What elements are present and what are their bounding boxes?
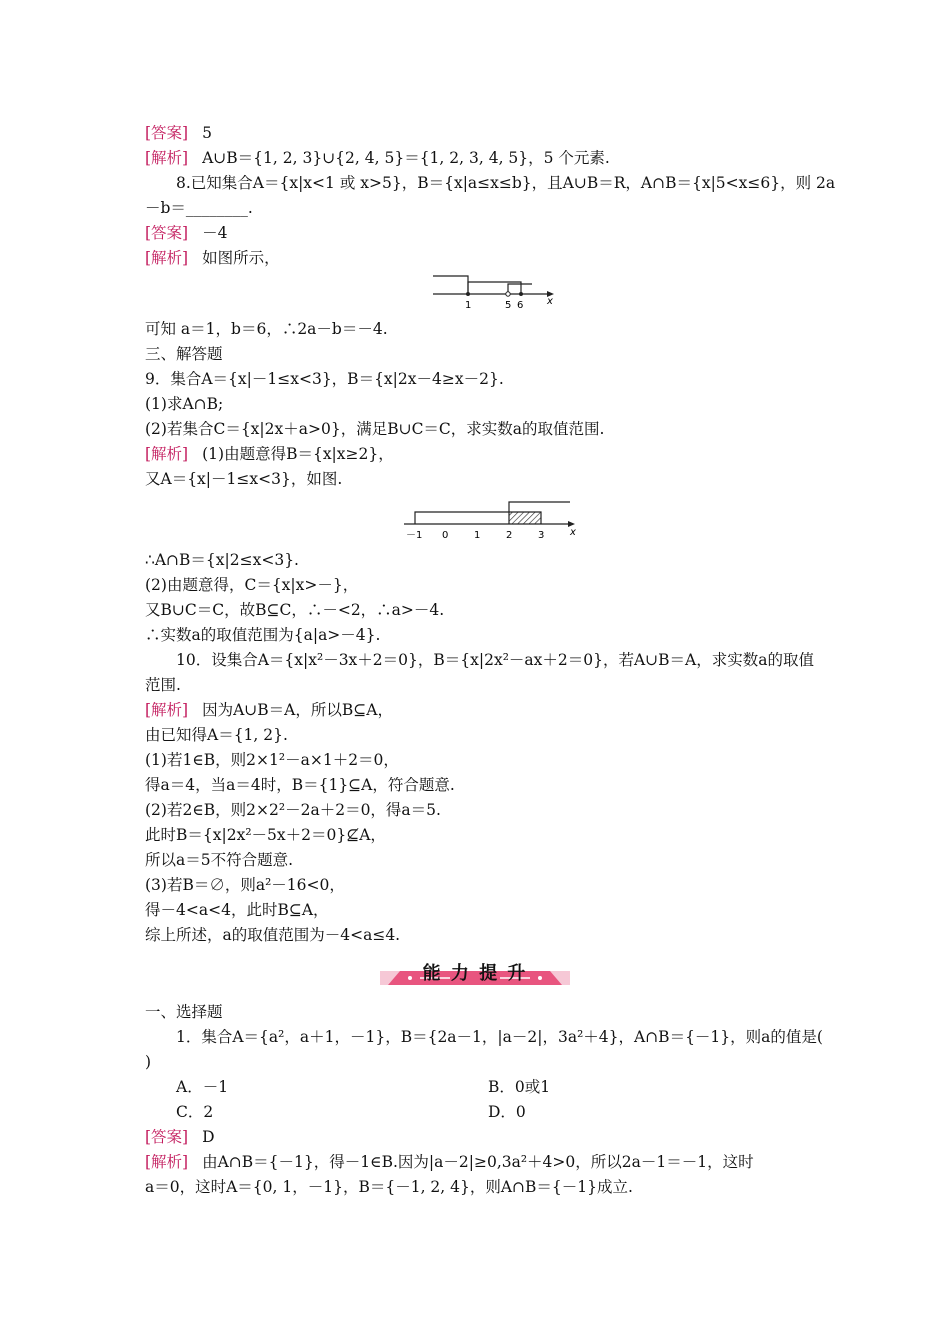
option-c: C．2 [176, 1103, 214, 1121]
paragraph: 此时B＝{x|2x²－5x＋2＝0}⊈A， [145, 826, 386, 844]
analysis-text: (1)由题意得B＝{x|x≥2}， [202, 445, 394, 463]
analysis-line [145, 246, 280, 270]
analysis-line [145, 1150, 754, 1174]
answer-tag: [答案] [145, 124, 189, 142]
answer-tag: [答案] [145, 1128, 189, 1146]
analysis-tag: [解析] [145, 1153, 189, 1171]
paragraph: (3)若B＝∅，则a²－16<0， [145, 876, 345, 894]
analysis-tag: [解析] [145, 149, 189, 167]
paragraph: ∴A∩B＝{x|2≤x<3}. [145, 551, 299, 569]
banner-title: 能 力 提 升 [422, 963, 528, 984]
analysis-tag: [解析] [145, 701, 189, 719]
option-a: A．－1 [176, 1078, 229, 1096]
answer-text: 5 [202, 124, 212, 142]
question-9-text: 9．集合A＝{x|－1≤x<3}，B＝{x|2x－4≥x－2}. [145, 370, 504, 388]
paragraph: 所以a＝5不符合题意. [145, 851, 294, 869]
question-8-continuation: －b＝________. [145, 199, 253, 217]
tick-label: 3 [538, 530, 545, 541]
question-8-text: 8.已知集合A＝{x|x<1 或 x>5}，B＝{x|a≤x≤b}，且A∪B＝R，A∩B＝{x|5<x≤6}，则 2a [176, 174, 836, 192]
intersection-shading [509, 512, 541, 524]
tick-label: 5 [505, 300, 512, 311]
paragraph: 由已知得A＝{1, 2}. [145, 726, 288, 744]
paragraph: (2)由题意得，C＝{x|x>－}， [145, 576, 359, 594]
paragraph: (1)求A∩B; [145, 395, 224, 413]
answer-line [145, 1125, 215, 1149]
analysis-line [145, 146, 610, 170]
analysis-text: 如图所示， [202, 249, 280, 267]
option-d: D．0 [488, 1103, 526, 1121]
section-heading: 三、解答题 [145, 345, 223, 363]
set-a-bracket [433, 276, 468, 294]
paragraph: 得－4<a<4，此时B⊆A， [145, 901, 329, 919]
tick-label: 6 [517, 300, 524, 311]
analysis-text: A∪B＝{1, 2, 3}∪{2, 4, 5}＝{1, 2, 3, 4, 5}，5 个元素. [202, 149, 610, 167]
tick-label: 1 [474, 530, 481, 541]
number-line-figure-1 [425, 270, 560, 312]
axis-label: x [547, 296, 553, 307]
axis-label: x [570, 527, 576, 538]
analysis-line [145, 698, 393, 722]
answer-tag: [答案] [145, 224, 189, 242]
point-marker [519, 292, 523, 296]
analysis-line [145, 442, 394, 466]
section-heading: 一、选择题 [145, 1003, 223, 1021]
paragraph: ∴实数a的取值范围为{a|a>－4}. [145, 626, 381, 644]
question-1-text: 1．集合A＝{a²，a＋1，－1}，B＝{2a－1，|a－2|，3a²＋4}，A∩B＝{－1}，则a的值是( [176, 1028, 823, 1046]
paragraph: 又B∪C＝C，故B⊆C，∴－<2，∴a>－4. [145, 601, 445, 619]
section-banner [380, 958, 570, 988]
answer-line [145, 121, 212, 145]
analysis-tag: [解析] [145, 445, 189, 463]
question-10-text: 10．设集合A＝{x|x²－3x＋2＝0}，B＝{x|2x²－ax＋2＝0}，若A∪B＝A，求实数a的取值 [176, 651, 814, 669]
option-b: B．0或1 [488, 1078, 551, 1096]
analysis-text: 因为A∪B＝A，所以B⊆A， [202, 701, 393, 719]
answer-text: D [202, 1128, 215, 1146]
paragraph: (2)若集合C＝{x|2x＋a>0}，满足B∪C＝C，求实数a的取值范围. [145, 420, 605, 438]
tick-label: 0 [442, 530, 449, 541]
question-10-continuation: 范围. [145, 676, 181, 694]
answer-text: －4 [202, 224, 228, 242]
question-1-continuation: ) [145, 1053, 152, 1071]
tick-label: －1 [406, 530, 423, 541]
point-marker [466, 292, 470, 296]
analysis-tag: [解析] [145, 249, 189, 267]
analysis-text: 由A∩B＝{－1}，得－1∈B.因为|a－2|≥0,3a²＋4>0，所以2a－1＝－1，这时 [202, 1153, 754, 1171]
paragraph: 得a＝4，当a＝4时，B＝{1}⊆A，符合题意. [145, 776, 455, 794]
paragraph: (1)若1∈B，则2×1²－a×1＋2＝0， [145, 751, 399, 769]
paragraph: a＝0，这时A＝{0, 1，－1}，B＝{－1, 2, 4}，则A∩B＝{－1}成立. [145, 1178, 633, 1196]
answer-line [145, 221, 227, 245]
paragraph: 可知 a＝1，b＝6，∴2a－b＝－4. [145, 320, 388, 338]
paragraph: (2)若2∈B，则2×2²－2a＋2＝0，得a＝5. [145, 801, 441, 819]
paragraph: 综上所述，a的取值范围为－4<a≤4. [145, 926, 401, 944]
point-marker [506, 292, 510, 296]
tick-label: 2 [506, 530, 513, 541]
tick-label: 1 [465, 300, 472, 311]
paragraph: 又A＝{x|－1≤x<3}，如图. [145, 470, 343, 488]
number-line-figure-2 [400, 494, 585, 542]
